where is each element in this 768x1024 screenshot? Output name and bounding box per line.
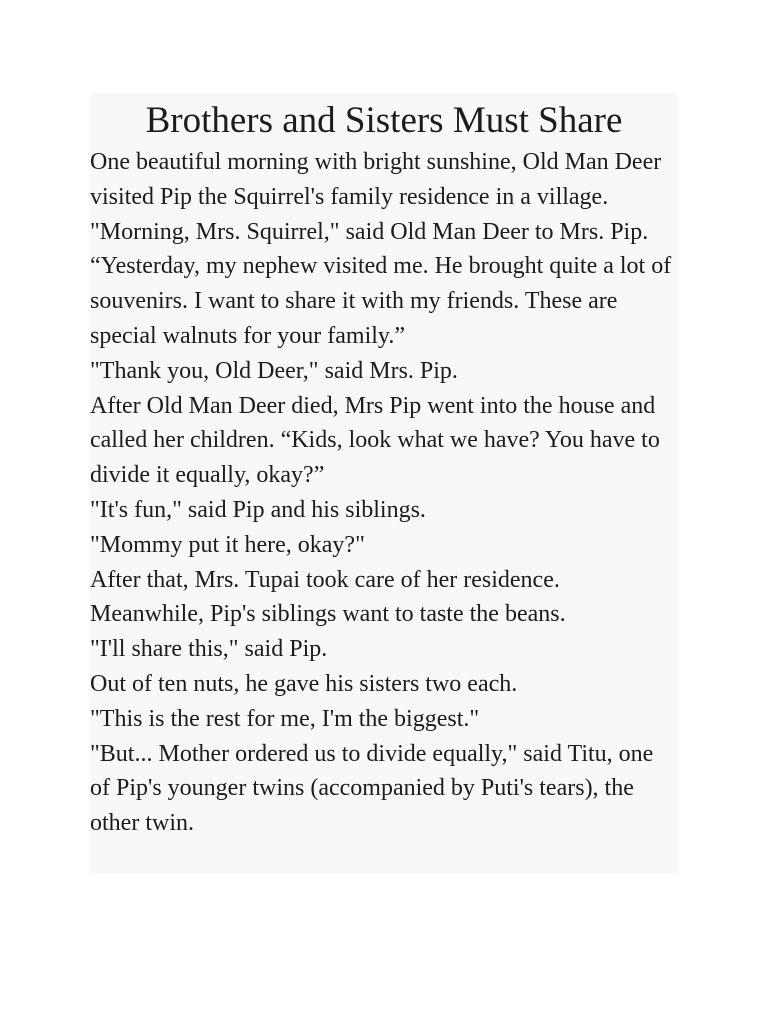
story-paragraph: "It's fun," said Pip and his siblings. <box>90 496 426 523</box>
story-paragraph: Meanwhile, Pip's siblings want to taste the beans. <box>90 601 566 628</box>
story-paragraph: "But... Mother ordered us to divide equally," said Titu, one of Pip's younger twins (accompanied by Puti's tears), the other twin. <box>90 740 654 837</box>
story-paragraph: "I'll share this," said Pip. <box>90 636 328 663</box>
story-paragraph: "Mommy put it here, okay?" <box>90 531 365 558</box>
story-panel <box>90 93 678 873</box>
story-body <box>90 145 678 841</box>
story-paragraph: After that, Mrs. Tupai took care of her residence. <box>90 566 560 593</box>
story-paragraph: Out of ten nuts, he gave his sisters two each. <box>90 670 518 697</box>
story-paragraph: "Thank you, Old Deer," said Mrs. Pip. <box>90 357 458 384</box>
story-paragraph: "This is the rest for me, I'm the biggest." <box>90 705 480 732</box>
story-paragraph: "Morning, Mrs. Squirrel," said Old Man Deer to Mrs. Pip. “Yesterday, my nephew visited me. He brought quite a lot of souvenirs. I want to share it with my friends. These are special walnuts for your family.” <box>90 218 672 349</box>
story-paragraph: After Old Man Deer died, Mrs Pip went into the house and called her children. “Kids, look what we have? You have to divide it equally, okay?” <box>90 392 660 489</box>
story-paragraph: One beautiful morning with bright sunshine, Old Man Deer visited Pip the Squirrel's family residence in a village. <box>90 149 662 210</box>
story-title: Brothers and Sisters Must Share <box>145 100 623 141</box>
